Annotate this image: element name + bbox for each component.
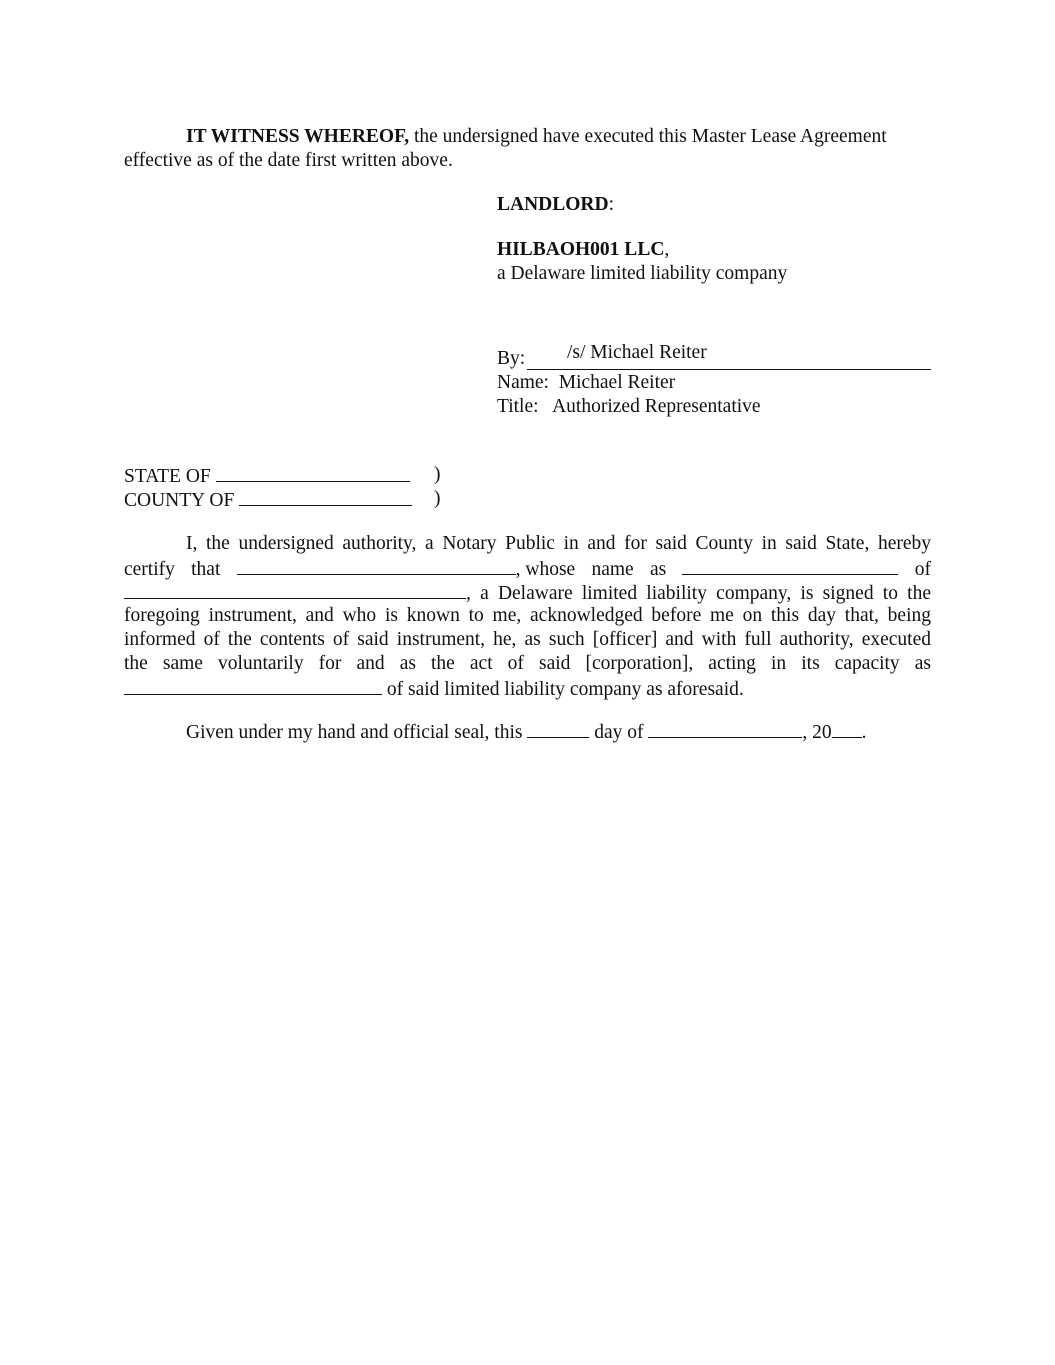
by-label: By: bbox=[497, 348, 526, 369]
signer-title: Title: Authorized Representative bbox=[497, 396, 761, 417]
given-text-1: Given under my hand and official seal, this bbox=[186, 722, 528, 743]
county-blank[interactable] bbox=[239, 487, 412, 506]
witness-text: the undersigned have executed this Master Lease Agreement bbox=[409, 126, 887, 147]
landlord-label: LANDLORD bbox=[497, 194, 609, 215]
notary-text-3: , a Delaware limited liability company, is signed to the bbox=[466, 583, 931, 604]
landlord-colon: : bbox=[608, 194, 615, 215]
month-blank[interactable] bbox=[648, 719, 802, 738]
signature-text: /s/ Michael Reiter bbox=[567, 342, 707, 363]
notary-word: that bbox=[191, 559, 221, 580]
county-line bbox=[124, 487, 412, 513]
entity-description: a Delaware limited liability company bbox=[497, 263, 788, 284]
state-paren: ) bbox=[434, 464, 441, 485]
witness-lead: IT WITNESS WHEREOF, bbox=[186, 126, 410, 147]
notary-line-5: informed of the contents of said instrument, he, as such [officer] and with full authority, executed bbox=[124, 629, 931, 650]
notary-word: name bbox=[591, 559, 634, 580]
notary-word: , whose bbox=[515, 559, 576, 580]
given-line bbox=[186, 719, 867, 745]
landlord-heading bbox=[497, 193, 614, 217]
witness-line-1 bbox=[186, 125, 887, 149]
officer-title-blank[interactable] bbox=[682, 556, 898, 575]
notary-text-1: I, the undersigned authority, a Notary Public in and for said County in said State, hereby bbox=[186, 533, 931, 554]
notary-word: certify bbox=[124, 559, 175, 580]
day-blank[interactable] bbox=[527, 719, 589, 738]
notary-line-7 bbox=[124, 676, 931, 700]
given-text-3: , 20 bbox=[802, 722, 832, 743]
signature-line[interactable] bbox=[527, 369, 931, 370]
notary-line-2 bbox=[124, 556, 931, 580]
entity-name: HILBAOH001 LLC bbox=[497, 239, 665, 260]
state-label: STATE OF bbox=[124, 466, 211, 487]
notary-word: as bbox=[649, 559, 667, 580]
company-blank[interactable] bbox=[124, 580, 466, 599]
certify-blank-group bbox=[237, 556, 576, 582]
notary-line-1 bbox=[124, 532, 931, 556]
state-blank[interactable] bbox=[216, 463, 410, 482]
county-label: COUNTY OF bbox=[124, 490, 235, 511]
notary-line-3 bbox=[124, 580, 931, 604]
notary-line-6: the same voluntarily for and as the act of said [corporation], acting in its capacity as bbox=[124, 653, 931, 674]
notary-word: of bbox=[914, 559, 931, 580]
given-text-4: . bbox=[861, 722, 867, 743]
year-blank[interactable] bbox=[832, 719, 862, 738]
certify-name-blank[interactable] bbox=[237, 556, 516, 575]
entity-comma: , bbox=[664, 239, 670, 260]
given-text-2: day of bbox=[589, 722, 649, 743]
landlord-entity bbox=[497, 238, 669, 262]
notary-text-7: of said limited liability company as aforesaid. bbox=[382, 679, 744, 700]
state-line bbox=[124, 463, 410, 489]
notary-paragraph bbox=[124, 532, 931, 700]
witness-line-2: effective as of the date first written above. bbox=[124, 150, 453, 171]
signer-name: Name: Michael Reiter bbox=[497, 372, 676, 393]
county-paren: ) bbox=[434, 488, 441, 509]
capacity-blank[interactable] bbox=[124, 676, 382, 695]
notary-line-4: foregoing instrument, and who is known to me, acknowledged before me on this day that, being bbox=[124, 605, 931, 626]
